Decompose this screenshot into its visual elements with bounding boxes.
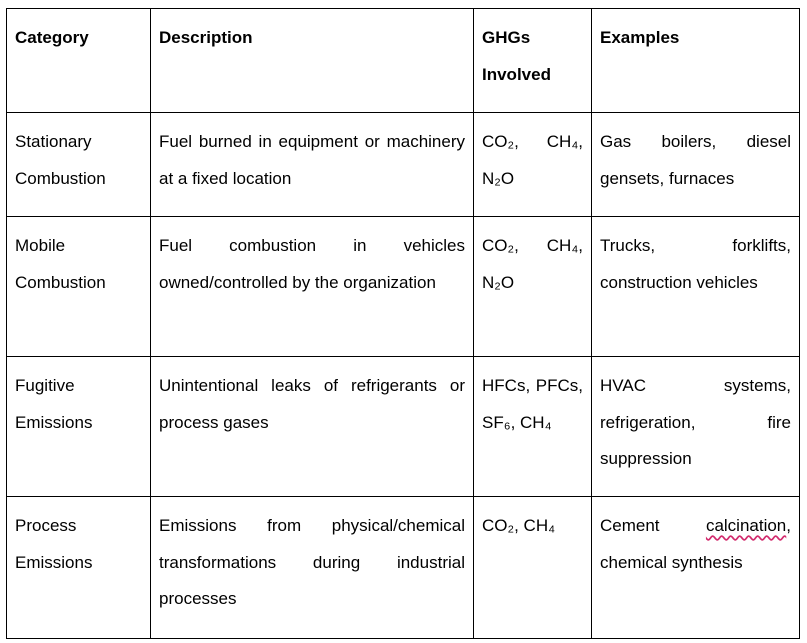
cell-examples: Gas boilers, diesel gensets, furnaces — [592, 113, 800, 217]
cell-description: Unintentional leaks of refrigerants or process gases — [151, 357, 474, 497]
ghg-emissions-table — [6, 8, 800, 639]
cell-ghgs: CO₂, CH₄ — [474, 497, 592, 639]
table-row — [7, 113, 800, 217]
table-row — [7, 497, 800, 639]
table-row — [7, 357, 800, 497]
cell-examples: Trucks, forklifts, construction vehicles — [592, 217, 800, 357]
examples-text-pre: Cement — [600, 516, 706, 535]
header-ghgs: GHGs Involved — [474, 9, 592, 113]
cell-description: Fuel combustion in vehicles owned/controlled by the organization — [151, 217, 474, 357]
cell-category: Mobile Combustion — [7, 217, 151, 357]
header-description: Description — [151, 9, 474, 113]
table-row — [7, 217, 800, 357]
spellcheck-flagged-word[interactable]: calcination — [705, 516, 787, 535]
cell-category: Process Emissions — [7, 497, 151, 639]
cell-ghgs: HFCs, PFCs, SF₆, CH₄ — [474, 357, 592, 497]
cell-description: Emissions from physical/chemical transformations during industrial processes — [151, 497, 474, 639]
cell-category: Stationary Combustion — [7, 113, 151, 217]
cell-ghgs: CO₂, CH₄, N₂O — [474, 113, 592, 217]
examples-text-post: , chemical synthesis — [600, 516, 791, 572]
cell-examples: HVAC systems, refrigeration, fire suppression — [592, 357, 800, 497]
cell-description: Fuel burned in equipment or machinery at a fixed location — [151, 113, 474, 217]
table-header-row — [7, 9, 800, 113]
cell-ghgs: CO₂, CH₄, N₂O — [474, 217, 592, 357]
cell-category: Fugitive Emissions — [7, 357, 151, 497]
header-category: Category — [7, 9, 151, 113]
header-examples: Examples — [592, 9, 800, 113]
cell-examples — [592, 497, 800, 639]
